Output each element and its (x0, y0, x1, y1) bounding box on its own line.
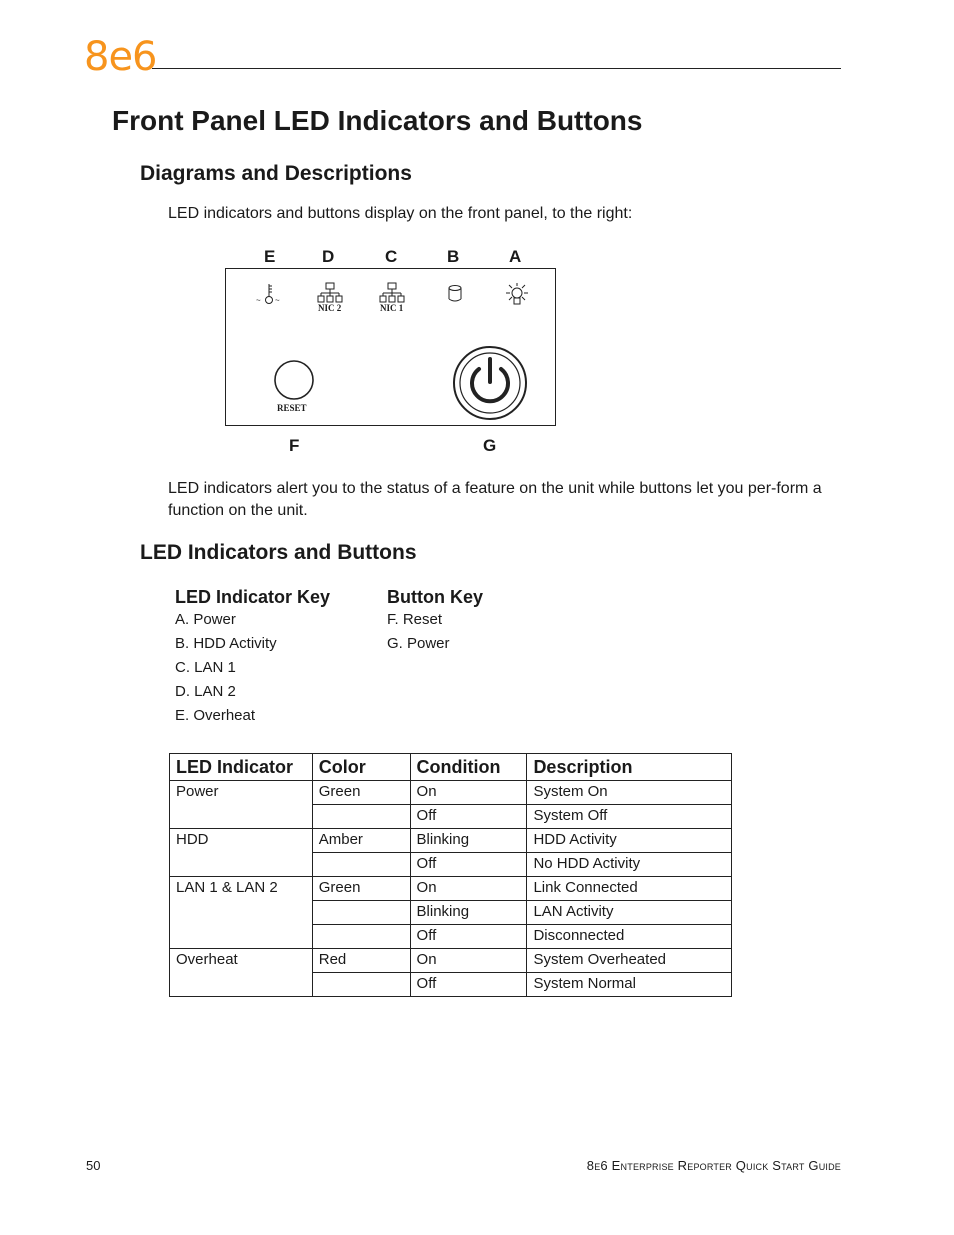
svg-text:~: ~ (275, 296, 280, 305)
description-cell: HDD Activity (527, 829, 732, 853)
letter-e: E (264, 247, 276, 266)
condition-cell: On (410, 877, 527, 901)
color-cell (312, 853, 410, 877)
indicator-cell: Power (170, 781, 313, 829)
power-led-icon (501, 281, 533, 309)
led-indicator-key (175, 587, 330, 728)
description-cell: No HDD Activity (527, 853, 732, 877)
list-item: E. Overheat (175, 707, 256, 724)
color-cell (312, 805, 410, 829)
description-paragraph: LED indicators alert you to the status of a feature on the unit while buttons let you per-form a function on the unit. (168, 480, 822, 519)
table-row (170, 829, 732, 853)
section-heading-led: LED Indicators and Buttons (140, 541, 417, 564)
table-header-row (170, 754, 732, 781)
page-title: Front Panel LED Indicators and Buttons (112, 105, 643, 136)
column-header: Condition (410, 754, 527, 781)
letter-g: G (483, 436, 497, 455)
front-panel-diagram (225, 268, 556, 426)
button-key-heading: Button Key (387, 587, 483, 607)
condition-cell: Off (410, 925, 527, 949)
reset-label: RESET (277, 403, 307, 413)
section-heading-diagrams: Diagrams and Descriptions (140, 162, 412, 185)
table-row (170, 877, 732, 901)
letter-a: A (509, 247, 522, 266)
led-key-heading: LED Indicator Key (175, 587, 331, 607)
nic2-icon (317, 282, 343, 304)
column-header: LED Indicator (170, 754, 313, 781)
description-cell: System Off (527, 805, 732, 829)
power-button[interactable] (452, 345, 528, 421)
column-header: Description (527, 754, 732, 781)
condition-cell: Blinking (410, 829, 527, 853)
overheat-icon (254, 283, 284, 307)
letter-c: C (385, 247, 398, 266)
list-item: B. HDD Activity (175, 635, 277, 652)
list-item: D. LAN 2 (175, 683, 236, 700)
indicator-cell: LAN 1 & LAN 2 (170, 877, 313, 949)
color-cell: Green (312, 877, 410, 901)
condition-cell: Blinking (410, 901, 527, 925)
condition-cell: Off (410, 973, 527, 997)
nic2-label: NIC 2 (318, 303, 342, 313)
description-cell: LAN Activity (527, 901, 732, 925)
color-cell (312, 901, 410, 925)
description-cell: Link Connected (527, 877, 732, 901)
color-cell: Green (312, 781, 410, 805)
description-cell: System On (527, 781, 732, 805)
description-cell: Disconnected (527, 925, 732, 949)
description-cell: System Normal (527, 973, 732, 997)
brand-logo: 8e6 (84, 34, 157, 80)
nic1-label: NIC 1 (380, 303, 404, 313)
column-header: Color (312, 754, 410, 781)
condition-cell: On (410, 949, 527, 973)
indicator-cell: Overheat (170, 949, 313, 997)
list-item: C. LAN 1 (175, 659, 236, 676)
letter-b: B (447, 247, 460, 266)
hdd-icon (447, 284, 463, 304)
footer-guide-title: 8e6 Enterprise Reporter Quick Start Guide (586, 1158, 841, 1173)
table-row (170, 949, 732, 973)
color-cell: Red (312, 949, 410, 973)
color-cell (312, 973, 410, 997)
button-key (387, 587, 483, 656)
intro-paragraph: LED indicators and buttons display on the front panel, to the right: (168, 205, 633, 222)
list-item: F. Reset (387, 611, 443, 628)
indicator-cell: HDD (170, 829, 313, 877)
list-item: A. Power (175, 611, 236, 628)
color-cell (312, 925, 410, 949)
reset-button[interactable] (273, 359, 315, 401)
header-rule (152, 68, 841, 69)
condition-cell: On (410, 781, 527, 805)
svg-text:~: ~ (256, 296, 261, 305)
page-number: 50 (86, 1158, 101, 1173)
list-item: G. Power (387, 635, 450, 652)
condition-cell: Off (410, 805, 527, 829)
condition-cell: Off (410, 853, 527, 877)
letter-d: D (322, 247, 335, 266)
color-cell: Amber (312, 829, 410, 853)
led-status-table (169, 753, 732, 997)
description-cell: System Overheated (527, 949, 732, 973)
table-row (170, 781, 732, 805)
letter-f: F (289, 436, 300, 455)
nic1-icon (379, 282, 405, 304)
